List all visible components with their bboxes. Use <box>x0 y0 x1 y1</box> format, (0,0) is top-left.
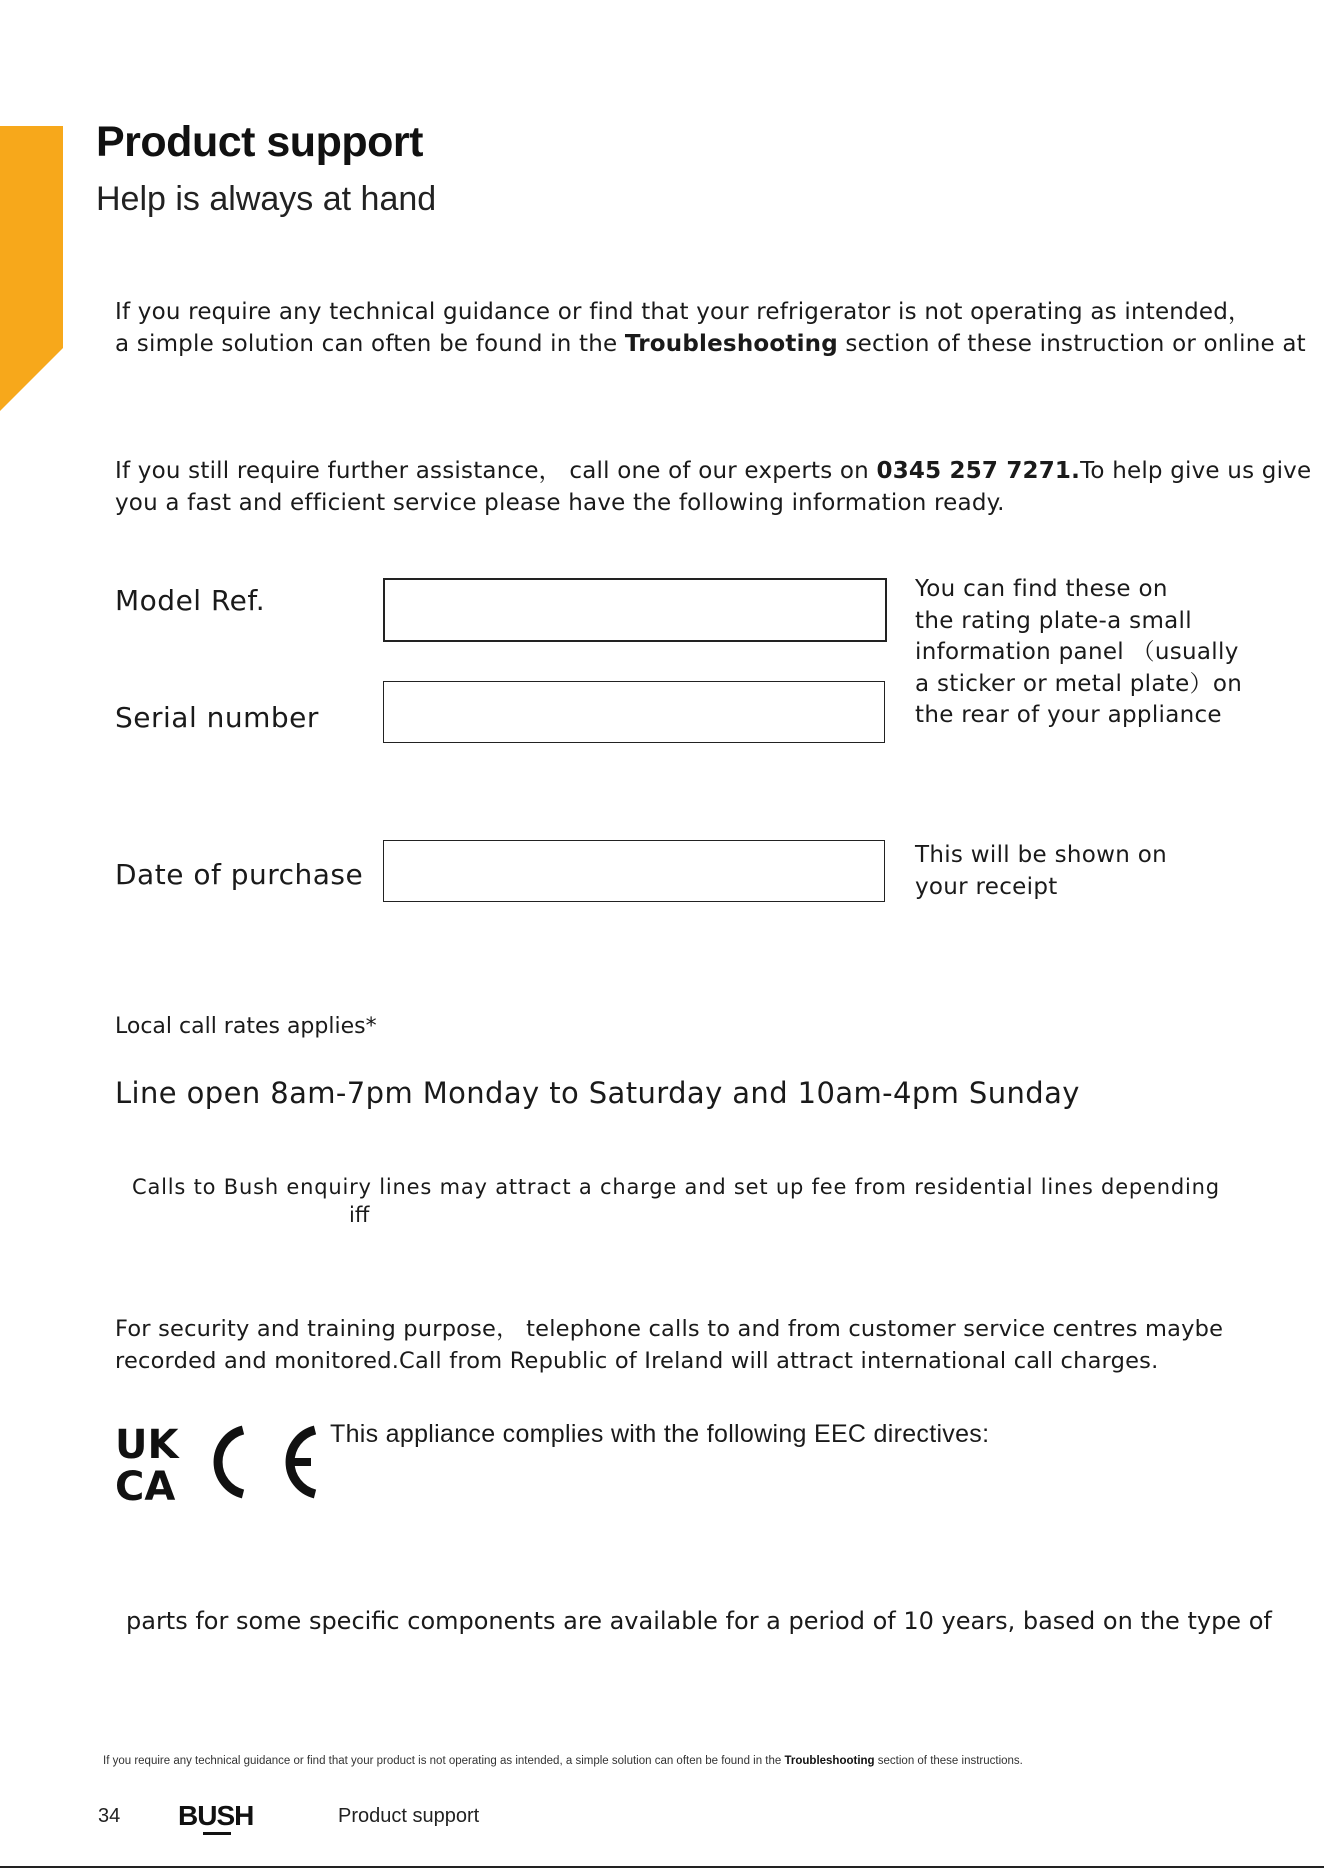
intro-line-2: a simple solution can often be found in the Troubleshooting section of these instruction or online at <box>115 331 1306 357</box>
footer-section-name: Product support <box>338 1805 480 1827</box>
footer-note: If you require any technical guidance or find that your product is not operating as intended, a simple solution can often be found in the Troubleshooting section of these instructions. <box>103 1755 1023 1767</box>
bush-logo: BUSH <box>178 1800 254 1831</box>
ce-mark-icon <box>218 1430 315 1494</box>
troubleshooting-bold: Troubleshooting <box>624 331 838 357</box>
assistance-line-1: If you still require further assistance， call one of our experts on 0345 257 7271.To help give us give <box>115 458 1312 484</box>
page-number: 34 <box>98 1805 121 1827</box>
certification-marks <box>115 1418 325 1504</box>
date-of-purchase-field[interactable] <box>383 840 885 902</box>
footer-troubleshooting-bold: Troubleshooting <box>784 1755 875 1767</box>
page-subtitle: Help is always at hand <box>96 180 437 218</box>
call-charges-fragment: iff <box>349 1203 370 1227</box>
date-of-purchase-label: Date of purchase <box>115 858 364 891</box>
ukca-mark-top: UK <box>115 1422 179 1468</box>
phone-number: 0345 257 7271. <box>876 458 1081 484</box>
receipt-note: This will be shown on your receipt <box>915 842 1167 900</box>
ukca-mark-bottom: CA <box>115 1464 176 1504</box>
serial-number-field[interactable] <box>383 681 885 743</box>
orange-side-tab <box>0 126 63 411</box>
opening-hours-text: Line open 8am-7pm Monday to Saturday and 10am-4pm Sunday <box>115 1076 1080 1110</box>
serial-number-label: Serial number <box>115 701 319 734</box>
intro-paragraph <box>115 296 1306 360</box>
bush-logo-underline <box>203 1832 231 1835</box>
intro-line-1: If you require any technical guidance or find that your refrigerator is not operating as intended， <box>115 299 1252 325</box>
call-charges-text: Calls to Bush enquiry lines may attract a charge and set up fee from residential lines depending <box>132 1175 1220 1199</box>
rating-plate-note: You can find these on the rating plate-a small information panel （usually a sticker or metal plate）on the rear of your appliance <box>915 576 1243 728</box>
assistance-paragraph <box>115 455 1311 519</box>
model-ref-field[interactable] <box>383 578 887 642</box>
security-paragraph: For security and training purpose， telephone calls to and from customer service centres maybe recorded and monitored.Call from Republic of Ireland will attract international call charges. <box>115 1316 1224 1374</box>
eec-directives-statement: This appliance complies with the following EEC directives: <box>330 1420 990 1448</box>
assistance-line-2: you a fast and efficient service please have the following information ready. <box>115 490 1005 516</box>
call-rates-text: Local call rates applies* <box>115 1014 377 1039</box>
page-title: Product support <box>96 118 423 166</box>
model-ref-label: Model Ref. <box>115 584 266 617</box>
spare-parts-text: parts for some specific components are available for a period of 10 years, based on the type of <box>126 1607 1272 1635</box>
bottom-rule <box>0 1866 1324 1868</box>
